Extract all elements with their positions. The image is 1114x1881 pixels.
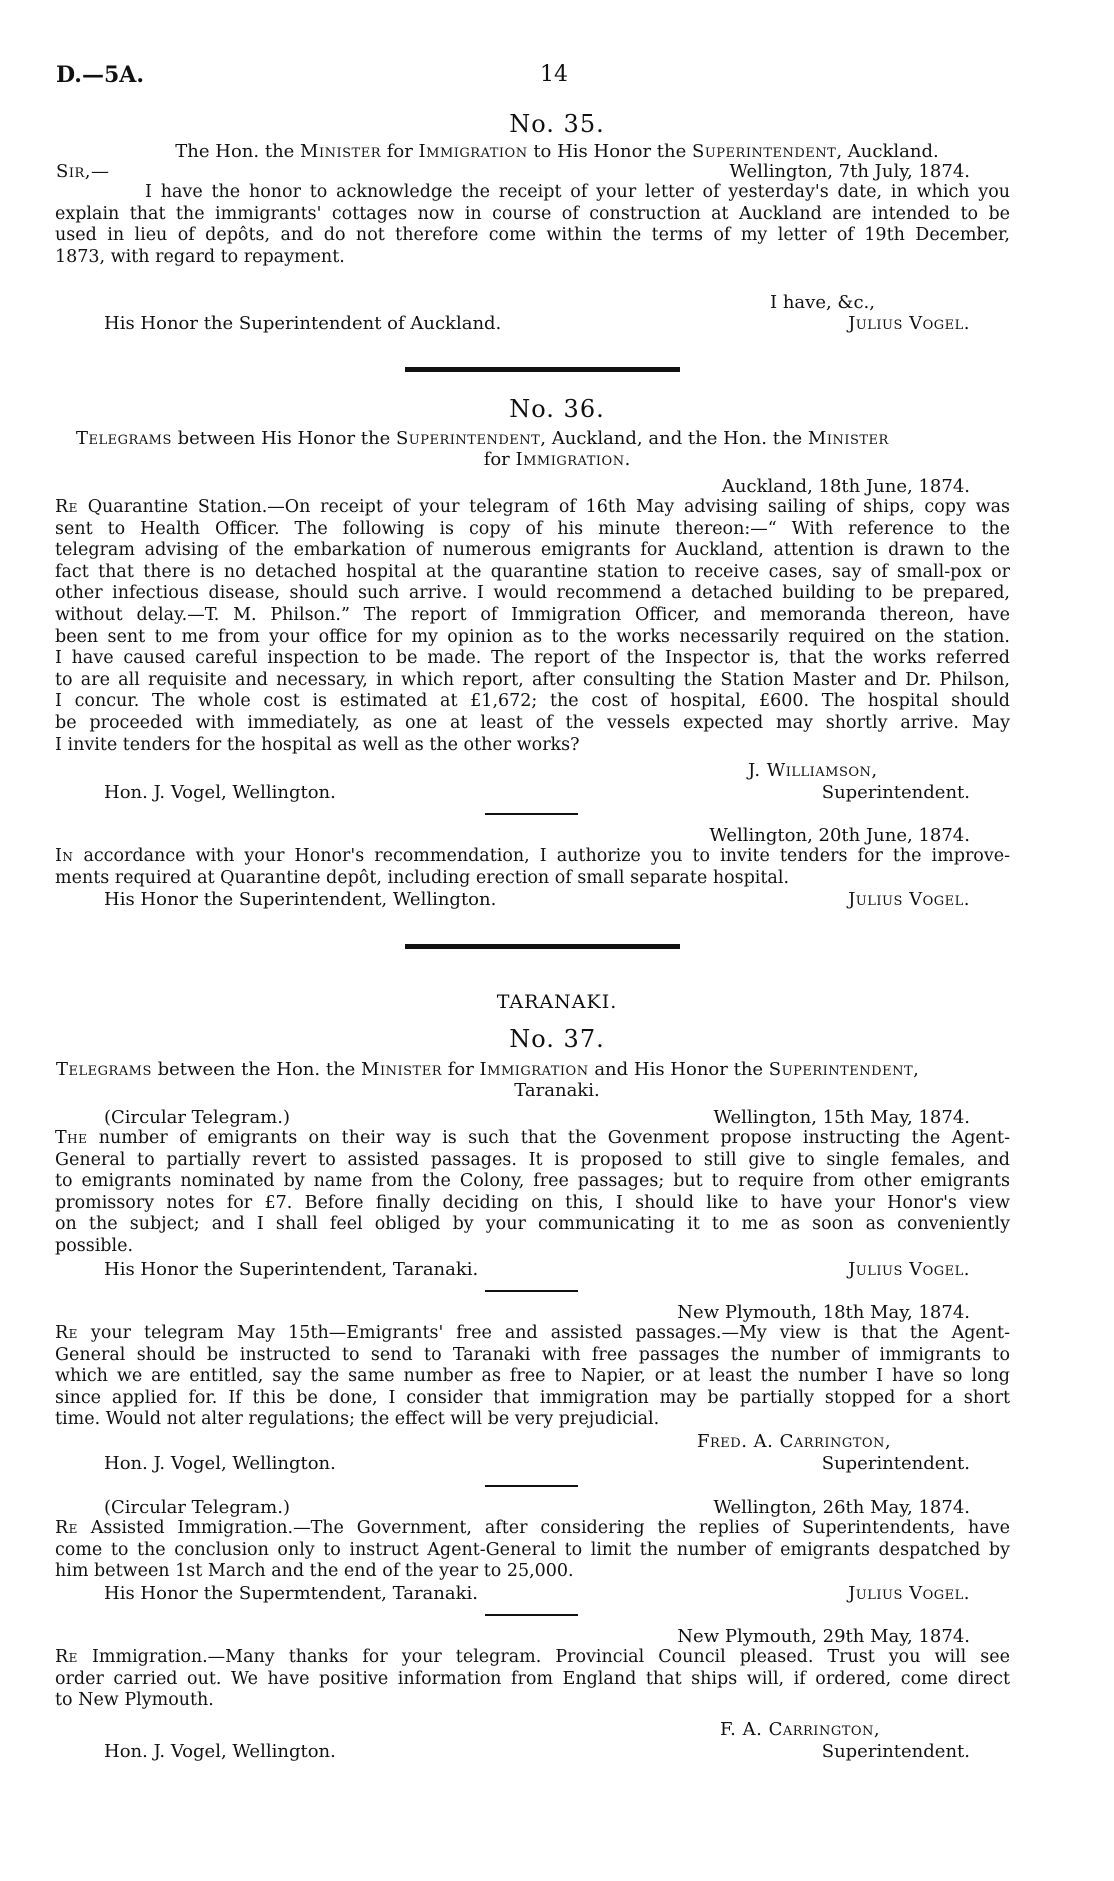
no37-t3-note: (Circular Telegram.) [104, 1497, 290, 1518]
telegram-divider [485, 1614, 578, 1616]
no36-subtitle-line1: Telegrams between His Honor the Superintendent, Auckland, and the Hon. the Minister [76, 428, 889, 449]
no35-body: I have the honor to acknowledge the receipt of your letter of yesterday's date, in which you explain that the immigrants' cottages now in course of construction at Auckland are intended to be used in lieu of depôts, and do not therefore come within the terms of my letter of 19th December, 1873, with regard to repayment. [55, 182, 1010, 267]
no37-t2-title: Superintendent. [821, 1453, 970, 1474]
no36-t2-signature: Julius Vogel. [848, 889, 970, 910]
document-reference: D.—5A. [56, 62, 144, 88]
no36-t1-signature: J. Williamson, [748, 760, 878, 781]
no37-t1-body: The number of emigrants on their way is such that the Govenment propose instructing the Agent- General to partially revert to assisted passages. It is proposed to still give to single females, and to emigrants nominated by name from the Colony, free passages; but to require from other emigrants promissory notes for £7. Before finally deciding on this, I should like to have your Honor's view on the subject; and I shall feel obliged by your communicating it to me as soon as conveniently possible. [55, 1128, 1010, 1256]
no36-title: No. 36. [509, 395, 605, 423]
no37-t1-signature: Julius Vogel. [848, 1259, 970, 1280]
no37-t1-addressee: His Honor the Superintendent, Taranaki. [104, 1259, 479, 1280]
no36-t1-addressee: Hon. J. Vogel, Wellington. [104, 782, 336, 803]
no35-salutation: Sir,— [56, 161, 110, 182]
no37-t4-signature: F. A. Carrington, [720, 1719, 881, 1740]
no36-t2-body: In accordance with your Honor's recommendation, I authorize you to invite tenders for the improve- ments required at Quarantine depôt, including erection of small separate hospital. [55, 846, 1010, 888]
no37-t2-body: Re your telegram May 15th—Emigrants' free and assisted passages.—My view is that the Agent- General should be instructed to send to Taranaki with free passages the number of immigrants to which we are entitled, say the same number as free to Napier, or at least the number I have so long since applied for. If this be done, I consider that immigration may be partially stopped for a short time. Would not alter regulations; the effect will be very prejudicial. [55, 1323, 1010, 1430]
no36-t2-dateline: Wellington, 20th June, 1874. [709, 825, 970, 846]
no37-t4-body: Re Immigration.—Many thanks for your telegram. Provincial Council pleased. Trust you will see order carried out. We have positive information from England that ships will, if ordered, come direct to New Plymouth. [55, 1647, 1010, 1711]
no36-t1-title: Superintendent. [821, 782, 970, 803]
no37-t4-title: Superintendent. [821, 1741, 970, 1762]
no37-t2-signature: Fred. A. Carrington, [697, 1431, 892, 1452]
no35-subtitle: The Hon. the Minister for Immigration to His Honor the Superintendent, Auckland. [175, 141, 939, 162]
no37-subtitle-line2: Taranaki. [514, 1080, 600, 1101]
no37-title: No. 37. [509, 1025, 605, 1053]
taranaki-heading: TARANAKI. [496, 991, 618, 1013]
no37-t3-signature: Julius Vogel. [848, 1583, 970, 1604]
no37-t4-dateline: New Plymouth, 29th May, 1874. [677, 1626, 970, 1647]
telegram-divider [485, 813, 578, 815]
no37-subtitle-line1: Telegrams between the Hon. the Minister for Immigration and His Honor the Superintendent, [56, 1059, 919, 1080]
telegram-divider [485, 1485, 578, 1487]
no37-t2-addressee: Hon. J. Vogel, Wellington. [104, 1453, 336, 1474]
no37-t1-note: (Circular Telegram.) [104, 1107, 290, 1128]
no35-title: No. 35. [509, 110, 605, 138]
no37-t4-addressee: Hon. J. Vogel, Wellington. [104, 1741, 336, 1762]
no37-t3-addressee: His Honor the Supermtendent, Taranaki. [104, 1583, 478, 1604]
no37-t1-dateline: Wellington, 15th May, 1874. [713, 1107, 970, 1128]
no36-subtitle-line2: for Immigration. [483, 449, 631, 470]
no36-t1-body: Re Quarantine Station.—On receipt of your telegram of 16th May advising sailing of ships, copy was sent to Health Officer. The following is copy of his minute thereon:—“ With reference to the telegram advising of the embarkation of numerous emigrants for Auckland, attention is drawn to the fact that there is no detached hospital at the quarantine station to receive cases, say of small-pox or other infectious disease, should such arrive. I would recommend a detached building to be prepared, without delay.—T. M. Philson.” The report of Immigration Officer, and memoranda thereon, have been sent to me from your office for my opinion as to the works necessarily required on the station. I have caused careful inspection to be made. The report of the Inspector is, that the works referred to are all requisite and necessary, in which report, after consulting the Station Master and Dr. Philson, I concur. The whole cost is estimated at £1,672; the cost of hospital, £600. The hospital should be proceeded with immediately, as one at least of the vessels expected may shortly arrive. May I invite tenders for the hospital as well as the other works? [55, 497, 1010, 755]
no35-closing: I have, &c., [770, 292, 875, 313]
page-number: 14 [540, 62, 568, 87]
no35-signature: Julius Vogel. [848, 313, 970, 334]
no37-t2-dateline: New Plymouth, 18th May, 1874. [677, 1302, 970, 1323]
section-divider [405, 944, 680, 949]
no37-t3-dateline: Wellington, 26th May, 1874. [713, 1497, 970, 1518]
no36-t2-addressee: His Honor the Superintendent, Wellington. [104, 889, 497, 910]
no35-dateline: Wellington, 7th July, 1874. [729, 161, 970, 182]
no35-addressee: His Honor the Superintendent of Auckland. [104, 313, 502, 334]
no37-t3-body: Re Assisted Immigration.—The Government, after considering the replies of Superintendents, have come to the conclusion only to instruct Agent-General to limit the number of emigrants despatched by him between 1st March and the end of the year to 25,000. [55, 1518, 1010, 1582]
no36-t1-dateline: Auckland, 18th June, 1874. [721, 476, 970, 497]
telegram-divider [485, 1290, 578, 1292]
section-divider [405, 367, 680, 372]
